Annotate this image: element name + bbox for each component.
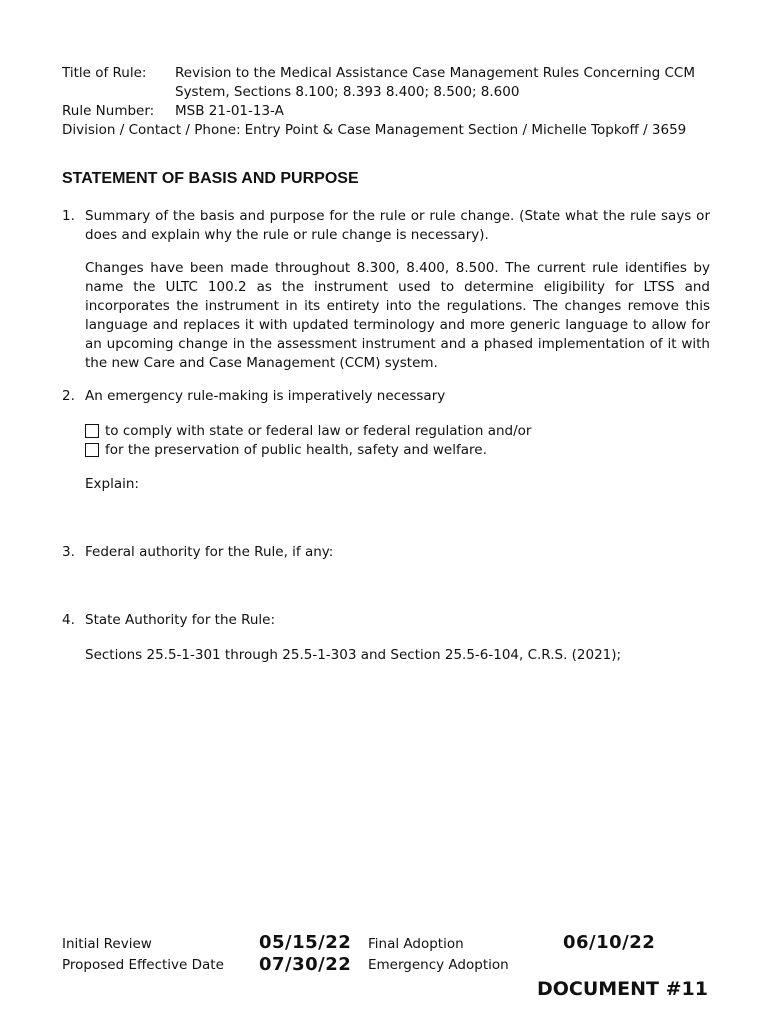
law-checkbox[interactable] <box>85 424 99 438</box>
item-number: 3. <box>62 544 75 560</box>
rule-header <box>62 64 712 140</box>
item-3 <box>62 543 710 562</box>
item-text: Federal authority for the Rule, if any: <box>85 544 334 560</box>
checkbox-label: to comply with state or federal law or federal regulation and/or <box>105 422 532 439</box>
item-1-body: Changes have been made throughout 8.300, 8.400, 8.500. The current rule identifies by name the ULTC 100.2 as the instrument used to determine eligibility for LTSS and incorporates the instrument in its entirety into the regulations. The changes remove this language and replaces it with updated terminology and more generic language to allow for an upcoming change in the assessment instrument and a phased implementation of it with the new Care and Case Management (CCM) system. <box>85 260 710 371</box>
proposed-effective-label: Proposed Effective Date <box>62 957 224 973</box>
initial-review-label: Initial Review <box>62 936 152 952</box>
title-value: Revision to the Medical Assistance Case Management Rules Concerning CCM System, Sections 8.100; 8.393 8.400; 8.500; 8.600 <box>175 65 696 100</box>
initial-review-date: 05/15/22 <box>259 932 352 953</box>
document-number: DOCUMENT #11 <box>536 978 708 1000</box>
item-number: 1. <box>62 208 75 224</box>
public-health-checkbox[interactable] <box>85 443 99 457</box>
item-1 <box>62 207 710 245</box>
item-4-body: Sections 25.5-1-301 through 25.5-1-303 and Section 25.5-6-104, C.R.S. (2021); <box>85 647 622 663</box>
item-number: 2. <box>62 388 75 404</box>
item-text: Summary of the basis and purpose for the rule or rule change. (State what the rule says or does and explain why the rule or rule change is necessary). <box>85 208 710 243</box>
explain-label: Explain: <box>85 476 139 492</box>
final-adoption-date: 06/10/22 <box>563 932 656 953</box>
item-text: State Authority for the Rule: <box>85 612 276 628</box>
checkbox-row-public-health <box>85 440 487 459</box>
final-adoption-label: Final Adoption <box>368 936 464 952</box>
proposed-effective-date: 07/30/22 <box>259 954 352 975</box>
item-number: 4. <box>62 612 75 628</box>
emergency-adoption-label: Emergency Adoption <box>368 957 509 973</box>
checkbox-label: for the preservation of public health, safety and welfare. <box>105 441 487 458</box>
rule-number-value: MSB 21-01-13-A <box>175 103 284 119</box>
title-label: Title of Rule: <box>62 65 147 81</box>
item-4 <box>62 611 710 630</box>
item-text: An emergency rule-making is imperatively necessary <box>85 388 446 404</box>
section-heading: STATEMENT OF BASIS AND PURPOSE <box>62 170 359 187</box>
item-2 <box>62 387 710 406</box>
division-value: Entry Point & Case Management Section / Michelle Topkoff / 3659 <box>244 122 687 138</box>
checkbox-row-law <box>85 421 531 440</box>
rule-number-label: Rule Number: <box>62 103 155 119</box>
division-label: Division / Contact / Phone: <box>62 122 241 138</box>
